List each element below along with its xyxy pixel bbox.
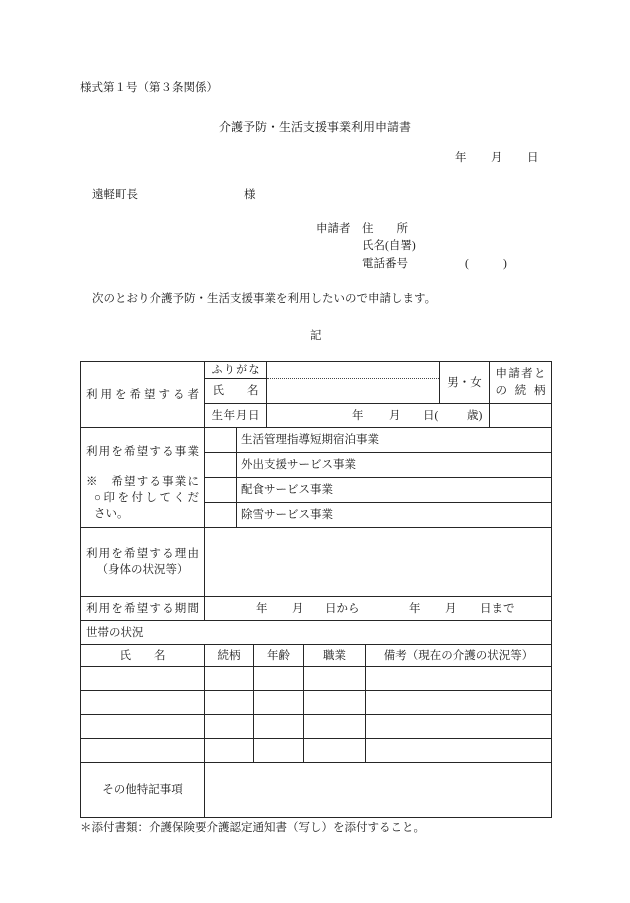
- household-cell-name: [80, 714, 205, 739]
- applicant-name-label: 氏名(自署): [362, 240, 416, 252]
- furigana-label: ふりがな: [211, 364, 260, 376]
- user-section-label-cell: [80, 361, 205, 428]
- household-col-name: [80, 644, 205, 667]
- user-section-label: 利用を希望する者: [86, 388, 199, 401]
- household-cell-occupation: [303, 666, 366, 691]
- relation-label-cell: [489, 361, 552, 404]
- household-cell-age: [253, 690, 304, 715]
- service-item: [236, 452, 552, 478]
- household-col-remarks: [365, 644, 552, 667]
- household-cell-relation: [204, 690, 254, 715]
- other-notes-label-cell: [80, 762, 205, 818]
- birthdate-label: 生年月日: [211, 409, 260, 422]
- other-notes-label: その他特記事項: [102, 784, 183, 796]
- ki-heading: 記: [310, 330, 322, 342]
- birthdate-field: [266, 403, 490, 428]
- household-cell-remarks: [365, 690, 552, 715]
- relation-label-line-1: 申請者と: [495, 368, 546, 380]
- sex-cell: [439, 361, 490, 404]
- service-mark-cell: [204, 452, 237, 478]
- period-from-year-unit: 年: [256, 603, 268, 615]
- birthdate-label-cell: [204, 403, 267, 428]
- household-cell-occupation: [303, 714, 366, 739]
- date-day-unit: 日: [527, 152, 539, 164]
- household-cell-relation: [204, 714, 254, 739]
- service-item-label: 生活管理指導短期宿泊事業: [241, 434, 379, 446]
- furigana-divider: [267, 378, 439, 379]
- birth-year-unit: 年: [352, 410, 364, 422]
- household-col-relation: [204, 644, 254, 667]
- period-to-month-unit: 月: [445, 603, 457, 615]
- service-mark-cell: [204, 427, 237, 453]
- birth-day-unit: 日(: [423, 410, 439, 422]
- service-item: [236, 427, 552, 453]
- sex-options: 男・女: [447, 376, 482, 389]
- period-from-day-unit: 日から: [325, 603, 360, 615]
- form-title: 介護予防・生活支援事業利用申請書: [218, 120, 411, 134]
- household-col-relation-label: 続柄: [217, 649, 241, 662]
- reason-label-line-1: 利用を希望する理由: [86, 548, 199, 560]
- phone-paren-close: ): [503, 258, 507, 270]
- services-note-line-1: ※ 希望する事業に: [86, 476, 199, 488]
- period-to-day-unit: 日まで: [480, 603, 515, 615]
- household-cell-name: [80, 690, 205, 715]
- household-cell-age: [253, 666, 304, 691]
- reason-label-cell: [80, 527, 205, 597]
- period-label-cell: [80, 596, 205, 621]
- household-cell-age: [253, 714, 304, 739]
- phone-paren-open: (: [465, 258, 469, 270]
- period-label: 利用を希望する期間: [86, 602, 199, 615]
- household-cell-occupation: [303, 738, 366, 763]
- household-col-occupation: [303, 644, 366, 667]
- household-col-age-label: 年齢: [267, 649, 290, 662]
- household-cell-occupation: [303, 690, 366, 715]
- period-from-month-unit: 月: [292, 603, 304, 615]
- service-item-label: 配食サービス事業: [241, 484, 333, 496]
- reason-field: [204, 527, 552, 597]
- household-cell-name: [80, 738, 205, 763]
- birth-month-unit: 月: [389, 410, 401, 422]
- relation-field: [489, 403, 552, 428]
- reason-label-line-2: （身体の状況等）: [96, 564, 189, 576]
- household-col-occupation-label: 職業: [323, 649, 346, 662]
- form-number: 様式第１号（第３条関係）: [80, 82, 218, 94]
- services-note-line-3: さい。: [94, 508, 129, 520]
- household-cell-relation: [204, 666, 254, 691]
- service-item: [236, 502, 552, 528]
- household-cell-age: [253, 738, 304, 763]
- user-name-label-cell: [204, 378, 267, 404]
- applicant-label: 申請者: [316, 223, 351, 235]
- period-field: [204, 596, 552, 621]
- household-col-age: [253, 644, 304, 667]
- household-col-remarks-label: 備考（現在の介護の状況等）: [383, 649, 534, 662]
- household-cell-relation: [204, 738, 254, 763]
- services-note-line-2: ○印を付してくだ: [94, 492, 199, 504]
- addressee-honorific: 様: [244, 189, 256, 201]
- application-table: [80, 361, 552, 818]
- household-cell-remarks: [365, 666, 552, 691]
- relation-label-line-2: の続柄: [495, 385, 546, 397]
- service-item-label: 外出支援サービス事業: [241, 459, 356, 471]
- user-name-label: 氏 名: [212, 385, 259, 397]
- furigana-label-cell: [204, 361, 267, 379]
- service-mark-cell: [204, 502, 237, 528]
- household-cell-name: [80, 666, 205, 691]
- applicant-phone-label: 電話番号: [362, 258, 408, 270]
- service-item-label: 除雪サービス事業: [241, 509, 333, 521]
- birth-age-unit: 歳): [467, 410, 483, 422]
- services-label: 利用を希望する事業: [86, 446, 199, 458]
- date-month-unit: 月: [491, 152, 503, 164]
- user-name-field: [266, 361, 440, 404]
- attachment-footnote: ＊添付書類：介護保険要介護認定通知書（写し）を添付すること。: [80, 822, 425, 834]
- date-year-unit: 年: [455, 152, 467, 164]
- household-label: 世帯の状況: [86, 626, 144, 639]
- services-label-cell: [80, 427, 205, 528]
- household-col-name-label: 氏 名: [119, 649, 166, 662]
- household-cell-remarks: [365, 714, 552, 739]
- applicant-address-label: 住 所: [362, 223, 408, 235]
- application-statement: 次のとおり介護予防・生活支援事業を利用したいので申請します。: [92, 293, 437, 305]
- period-to-year-unit: 年: [409, 603, 421, 615]
- addressee-name: 遠軽町長: [92, 189, 138, 201]
- other-notes-field: [204, 762, 552, 818]
- service-item: [236, 477, 552, 503]
- service-mark-cell: [204, 477, 237, 503]
- household-cell-remarks: [365, 738, 552, 763]
- household-label-cell: [80, 620, 552, 645]
